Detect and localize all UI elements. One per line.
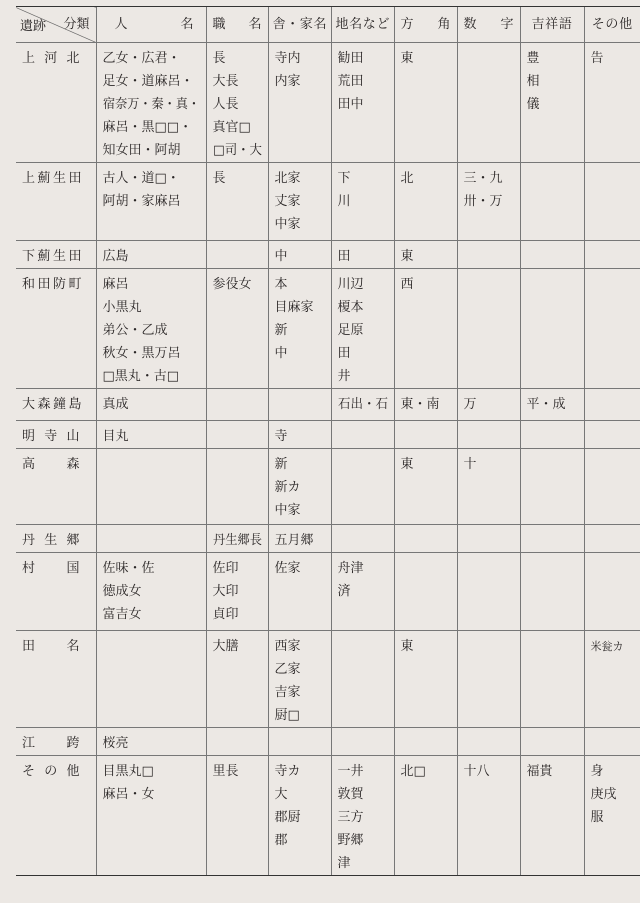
number-entry: 卅・万 bbox=[463, 194, 503, 209]
personal-name-entry: 麻呂 bbox=[102, 277, 129, 292]
house-name-entry: 本 bbox=[274, 277, 288, 292]
house-name-cell bbox=[268, 525, 331, 553]
direction-cell bbox=[394, 421, 457, 449]
personal-name-entry: □黒丸・古□ bbox=[102, 369, 180, 384]
header-corner-cell bbox=[16, 7, 96, 43]
house-name-entry: 郡厨 bbox=[274, 810, 301, 825]
number-cell bbox=[457, 449, 520, 525]
occupation-entry: 丹生郷長 bbox=[212, 533, 262, 548]
direction-entry: 北 bbox=[400, 171, 414, 186]
site-name: 江跨 bbox=[22, 736, 80, 751]
site-name-cell bbox=[16, 756, 96, 876]
occupation-cell bbox=[206, 728, 268, 756]
house-name-entry: 中 bbox=[274, 249, 288, 264]
house-name-entry: 寺 bbox=[274, 429, 288, 444]
place-name-entry: 下 bbox=[337, 171, 351, 186]
number-cell bbox=[457, 631, 520, 728]
auspicious-word-cell bbox=[520, 756, 584, 876]
auspicious-word-cell bbox=[520, 631, 584, 728]
header-auspicious-word: 吉祥語 bbox=[520, 7, 584, 43]
table-row bbox=[16, 525, 640, 553]
personal-name-cell bbox=[96, 163, 206, 241]
place-name-entry: 一井 bbox=[337, 764, 364, 779]
house-name-entry: 吉家 bbox=[274, 685, 301, 700]
table-row bbox=[16, 756, 640, 876]
table-row bbox=[16, 43, 640, 163]
site-name: 上河北 bbox=[22, 51, 80, 66]
occupation-entry: 大膳 bbox=[212, 639, 239, 654]
house-name-cell bbox=[268, 163, 331, 241]
occupation-cell bbox=[206, 553, 268, 631]
number-cell bbox=[457, 163, 520, 241]
personal-name-entry: 秋女・黒万呂 bbox=[102, 346, 181, 361]
number-cell bbox=[457, 756, 520, 876]
occupation-entry: 里長 bbox=[212, 764, 239, 779]
house-name-entry: 北家 bbox=[274, 171, 301, 186]
auspicious-word-entry: 平・成 bbox=[526, 397, 566, 412]
house-name-cell bbox=[268, 756, 331, 876]
direction-entry: 東 bbox=[400, 639, 414, 654]
direction-cell bbox=[394, 389, 457, 421]
occupation-entry: 長 bbox=[212, 51, 226, 66]
ink-inscription-table bbox=[16, 6, 640, 876]
auspicious-word-entry: 儀 bbox=[526, 97, 540, 112]
place-name-cell bbox=[331, 525, 394, 553]
occupation-cell bbox=[206, 525, 268, 553]
house-name-entry: 寺カ bbox=[274, 764, 301, 779]
place-name-entry: 川 bbox=[337, 194, 351, 209]
direction-cell bbox=[394, 449, 457, 525]
auspicious-word-entry: 相 bbox=[526, 74, 540, 89]
site-name: 高森 bbox=[22, 457, 80, 472]
place-name-entry: 荒田 bbox=[337, 74, 364, 89]
occupation-cell bbox=[206, 241, 268, 269]
header-place-name: 地名など bbox=[331, 7, 394, 43]
site-name-cell bbox=[16, 163, 96, 241]
personal-name-cell bbox=[96, 728, 206, 756]
other-cell bbox=[584, 269, 640, 389]
header-direction: 方 角 bbox=[394, 7, 457, 43]
direction-cell bbox=[394, 525, 457, 553]
personal-name-entry: 古人・道□・ bbox=[102, 171, 180, 186]
other-cell bbox=[584, 525, 640, 553]
site-name: 大森鐘島 bbox=[22, 397, 82, 412]
place-name-cell bbox=[331, 269, 394, 389]
table-row bbox=[16, 389, 640, 421]
corner-category-label: 分類 bbox=[63, 17, 90, 32]
direction-entry: 東 bbox=[400, 457, 414, 472]
header-occupation: 職 名 bbox=[206, 7, 268, 43]
personal-name-entry: 阿胡・家麻呂 bbox=[102, 194, 181, 209]
place-name-cell bbox=[331, 163, 394, 241]
site-name: 上薊生田 bbox=[22, 171, 82, 186]
site-name-cell bbox=[16, 631, 96, 728]
auspicious-word-cell bbox=[520, 163, 584, 241]
direction-cell bbox=[394, 269, 457, 389]
house-name-entry: 西家 bbox=[274, 639, 301, 654]
site-name-cell bbox=[16, 553, 96, 631]
place-name-cell bbox=[331, 449, 394, 525]
site-name: 明寺山 bbox=[22, 429, 80, 444]
personal-name-entry: 乙女・広君・ bbox=[102, 51, 181, 66]
table-row bbox=[16, 728, 640, 756]
place-name-entry: 野郷 bbox=[337, 833, 364, 848]
occupation-cell bbox=[206, 163, 268, 241]
personal-name-cell bbox=[96, 421, 206, 449]
auspicious-word-cell bbox=[520, 43, 584, 163]
number-cell bbox=[457, 525, 520, 553]
place-name-entry: 石出・石 bbox=[337, 397, 388, 412]
direction-entry: 北□ bbox=[400, 764, 426, 779]
place-name-entry: 舟津 bbox=[337, 561, 364, 576]
occupation-entry: □司・大 bbox=[212, 143, 262, 158]
table-row bbox=[16, 163, 640, 241]
place-name-cell bbox=[331, 631, 394, 728]
number-cell bbox=[457, 421, 520, 449]
personal-name-cell bbox=[96, 631, 206, 728]
personal-name-entry: 麻呂・黒□□・ bbox=[102, 120, 193, 135]
other-entry: 米瓮カ bbox=[590, 640, 624, 653]
direction-cell bbox=[394, 163, 457, 241]
personal-name-entry: 麻呂・女 bbox=[102, 787, 155, 802]
other-cell bbox=[584, 241, 640, 269]
personal-name-entry: 目丸 bbox=[102, 429, 129, 444]
site-name-cell bbox=[16, 389, 96, 421]
place-name-entry: 井 bbox=[337, 369, 351, 384]
occupation-entry: 貞印 bbox=[212, 607, 239, 622]
site-name: 田名 bbox=[22, 639, 80, 654]
personal-name-cell bbox=[96, 525, 206, 553]
other-cell bbox=[584, 728, 640, 756]
occupation-entry: 参役女 bbox=[212, 277, 252, 292]
personal-name-cell bbox=[96, 449, 206, 525]
personal-name-cell bbox=[96, 756, 206, 876]
table-row bbox=[16, 269, 640, 389]
house-name-entry: 郡 bbox=[274, 833, 288, 848]
occupation-cell bbox=[206, 421, 268, 449]
house-name-cell bbox=[268, 728, 331, 756]
personal-name-entry: 桜亮 bbox=[102, 736, 129, 751]
other-entry: 告 bbox=[590, 51, 604, 66]
site-name-cell bbox=[16, 449, 96, 525]
number-entry: 十八 bbox=[463, 764, 490, 779]
personal-name-entry: 佐味・佐 bbox=[102, 561, 155, 576]
place-name-entry: 川辺 bbox=[337, 277, 364, 292]
table-row bbox=[16, 421, 640, 449]
other-cell bbox=[584, 756, 640, 876]
house-name-entry: 新カ bbox=[274, 480, 301, 495]
table-body bbox=[16, 7, 640, 876]
personal-name-entry: 富吉女 bbox=[102, 607, 142, 622]
personal-name-entry: 真成 bbox=[102, 397, 129, 412]
place-name-cell bbox=[331, 756, 394, 876]
house-name-entry: 丈家 bbox=[274, 194, 301, 209]
occupation-entry: 大長 bbox=[212, 74, 239, 89]
house-name-entry: 目麻家 bbox=[274, 300, 314, 315]
auspicious-word-cell bbox=[520, 449, 584, 525]
house-name-cell bbox=[268, 269, 331, 389]
place-name-entry: 勧田 bbox=[337, 51, 364, 66]
personal-name-entry: 広島 bbox=[102, 249, 129, 264]
occupation-entry: 真官□ bbox=[212, 120, 251, 135]
house-name-cell bbox=[268, 241, 331, 269]
house-name-entry: 乙家 bbox=[274, 662, 301, 677]
number-entry: 三・九 bbox=[463, 171, 503, 186]
header-other: その他 bbox=[584, 7, 640, 43]
place-name-entry: 足原 bbox=[337, 323, 364, 338]
occupation-cell bbox=[206, 43, 268, 163]
header-personal-name: 人 名 bbox=[96, 7, 206, 43]
house-name-entry: 五月郷 bbox=[274, 533, 314, 548]
corner-site-label: 遺跡 bbox=[20, 19, 47, 34]
personal-name-cell bbox=[96, 269, 206, 389]
direction-entry: 東 bbox=[400, 249, 414, 264]
house-name-entry: 大 bbox=[274, 787, 288, 802]
occupation-entry: 大印 bbox=[212, 584, 239, 599]
site-name: 村国 bbox=[22, 561, 80, 576]
direction-cell bbox=[394, 553, 457, 631]
auspicious-word-cell bbox=[520, 241, 584, 269]
site-name: 丹生郷 bbox=[22, 533, 80, 548]
auspicious-word-cell bbox=[520, 389, 584, 421]
place-name-entry: 済 bbox=[337, 584, 351, 599]
personal-name-entry: 知女田・阿胡 bbox=[102, 143, 181, 158]
direction-entry: 西 bbox=[400, 277, 414, 292]
direction-cell bbox=[394, 631, 457, 728]
place-name-entry: 津 bbox=[337, 856, 351, 871]
other-cell bbox=[584, 421, 640, 449]
house-name-entry: 中家 bbox=[274, 503, 301, 518]
table-row bbox=[16, 631, 640, 728]
site-name-cell bbox=[16, 241, 96, 269]
site-name-cell bbox=[16, 421, 96, 449]
place-name-cell bbox=[331, 241, 394, 269]
place-name-cell bbox=[331, 728, 394, 756]
place-name-entry: 田 bbox=[337, 346, 351, 361]
personal-name-cell bbox=[96, 241, 206, 269]
personal-name-entry: 足女・道麻呂・ bbox=[102, 74, 194, 89]
number-cell bbox=[457, 553, 520, 631]
personal-name-cell bbox=[96, 389, 206, 421]
auspicious-word-cell bbox=[520, 421, 584, 449]
place-name-cell bbox=[331, 43, 394, 163]
header-number: 数 字 bbox=[457, 7, 520, 43]
place-name-entry: 敦賀 bbox=[337, 787, 364, 802]
auspicious-word-cell bbox=[520, 728, 584, 756]
occupation-cell bbox=[206, 631, 268, 728]
site-name-cell bbox=[16, 269, 96, 389]
personal-name-entry: 弟公・乙成 bbox=[102, 323, 168, 338]
auspicious-word-cell bbox=[520, 553, 584, 631]
number-cell bbox=[457, 43, 520, 163]
auspicious-word-cell bbox=[520, 269, 584, 389]
house-name-entry: 寺内 bbox=[274, 51, 301, 66]
place-name-entry: 三方 bbox=[337, 810, 364, 825]
house-name-entry: 中 bbox=[274, 346, 288, 361]
number-cell bbox=[457, 728, 520, 756]
site-name: その他 bbox=[22, 764, 80, 779]
house-name-entry: 中家 bbox=[274, 217, 301, 232]
occupation-cell bbox=[206, 269, 268, 389]
house-name-cell bbox=[268, 421, 331, 449]
house-name-entry: 厨□ bbox=[274, 708, 300, 723]
site-name: 下薊生田 bbox=[22, 249, 82, 264]
header-row bbox=[16, 7, 640, 43]
direction-entry: 東・南 bbox=[400, 397, 440, 412]
site-name-cell bbox=[16, 728, 96, 756]
number-cell bbox=[457, 389, 520, 421]
other-entry: 庚戌 bbox=[590, 787, 617, 802]
occupation-cell bbox=[206, 449, 268, 525]
auspicious-word-entry: 福貴 bbox=[526, 764, 553, 779]
personal-name-cell bbox=[96, 553, 206, 631]
table-row bbox=[16, 553, 640, 631]
place-name-cell bbox=[331, 421, 394, 449]
table-row bbox=[16, 241, 640, 269]
other-cell bbox=[584, 631, 640, 728]
occupation-entry: 佐印 bbox=[212, 561, 239, 576]
direction-cell bbox=[394, 241, 457, 269]
personal-name-entry: 徳成女 bbox=[102, 584, 142, 599]
number-cell bbox=[457, 269, 520, 389]
direction-cell bbox=[394, 756, 457, 876]
place-name-cell bbox=[331, 553, 394, 631]
place-name-cell bbox=[331, 389, 394, 421]
other-cell bbox=[584, 553, 640, 631]
number-entry: 万 bbox=[463, 397, 477, 412]
other-cell bbox=[584, 449, 640, 525]
other-cell bbox=[584, 389, 640, 421]
occupation-cell bbox=[206, 756, 268, 876]
occupation-cell bbox=[206, 389, 268, 421]
other-cell bbox=[584, 163, 640, 241]
house-name-entry: 内家 bbox=[274, 74, 301, 89]
house-name-cell bbox=[268, 43, 331, 163]
house-name-entry: 佐家 bbox=[274, 561, 301, 576]
site-name-cell bbox=[16, 525, 96, 553]
site-name-cell bbox=[16, 43, 96, 163]
header-house-name: 舎・家名 bbox=[268, 7, 331, 43]
house-name-cell bbox=[268, 553, 331, 631]
other-cell bbox=[584, 43, 640, 163]
site-name: 和田防町 bbox=[22, 277, 82, 292]
house-name-entry: 新 bbox=[274, 457, 288, 472]
personal-name-entry: 小黒丸 bbox=[102, 300, 142, 315]
personal-name-entry: 目黒丸□ bbox=[102, 764, 154, 779]
occupation-entry: 長 bbox=[212, 171, 226, 186]
house-name-entry: 新 bbox=[274, 323, 288, 338]
auspicious-word-entry: 豊 bbox=[526, 51, 540, 66]
number-cell bbox=[457, 241, 520, 269]
other-entry: 身 bbox=[590, 764, 604, 779]
direction-cell bbox=[394, 728, 457, 756]
place-name-entry: 田中 bbox=[337, 97, 364, 112]
personal-name-entry: 宿奈万・秦・真・ bbox=[102, 97, 200, 112]
place-name-entry: 田 bbox=[337, 249, 351, 264]
house-name-cell bbox=[268, 389, 331, 421]
number-entry: 十 bbox=[463, 457, 477, 472]
occupation-entry: 人長 bbox=[212, 97, 239, 112]
auspicious-word-cell bbox=[520, 525, 584, 553]
house-name-cell bbox=[268, 449, 331, 525]
direction-entry: 東 bbox=[400, 51, 414, 66]
direction-cell bbox=[394, 43, 457, 163]
other-entry: 服 bbox=[590, 810, 604, 825]
personal-name-cell bbox=[96, 43, 206, 163]
place-name-entry: 榎本 bbox=[337, 300, 364, 315]
table-row bbox=[16, 449, 640, 525]
house-name-cell bbox=[268, 631, 331, 728]
